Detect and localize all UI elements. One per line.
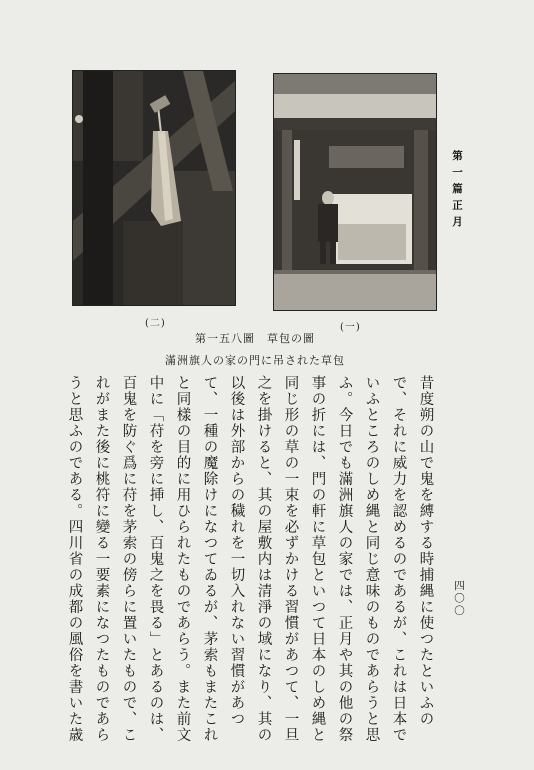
text-column: で、それに威力を認めるのであるが、これは日本で xyxy=(390,375,407,743)
figure-caption-description: 滿洲旗人の家の門に吊された草包 xyxy=(165,354,345,367)
text-column: て、一種の魔除けになつてゐるが、茅索もまたこれ xyxy=(201,375,218,743)
text-column: 以後は外部からの穢れを一切入れない習慣があつ xyxy=(228,375,245,727)
body-text xyxy=(56,375,446,743)
text-column: 同じ形の草の一束を必ずかける習慣があつて、一旦 xyxy=(282,375,299,743)
text-column: 中に「苻を旁に挿し、百鬼之を畏る」とあるのは、 xyxy=(147,375,164,743)
text-column: 百鬼を防ぐ爲に苻を茅索の傍らに置いたもので、こ xyxy=(120,375,137,743)
photo-left-label: (二) xyxy=(145,318,166,329)
text-column: れがまた後に桃符に變る一要素になつたものであら xyxy=(93,375,110,743)
text-column: 昔度朔の山で鬼を縛する時捕縄に使つたといふの xyxy=(417,375,434,727)
photo-right-label: (一) xyxy=(340,322,361,333)
figure-caption xyxy=(165,330,345,370)
text-column: 事の折には、門の軒に草包といつて日本のしめ縄と xyxy=(309,375,326,743)
text-column: と同樣の目的に用ひられたものであらう。また前文 xyxy=(174,375,191,743)
text-column: 之を掛けると、其の屋敷内は清淨の域になり、其の xyxy=(255,375,272,743)
text-column: いふところのしめ縄と同じ意味のものであらうと思 xyxy=(363,375,380,743)
photo-gateway-image xyxy=(274,74,436,310)
chapter-running-head: 第一篇正月 xyxy=(451,150,463,233)
photo-gateway-with-man xyxy=(273,73,437,311)
text-column: うと思ふのである。四川省の成都の風俗を書いた歳 xyxy=(66,375,83,743)
text-column: ふ。今日でも滿洲旗人の家では、正月や其の他の祭 xyxy=(336,375,353,743)
page-number: 四〇〇 xyxy=(453,580,465,618)
photo-straw-bundle-image xyxy=(73,71,235,305)
photo-straw-bundle-closeup xyxy=(72,70,236,306)
figure-caption-title: 第一五八圖 草包の圖 xyxy=(195,332,315,345)
